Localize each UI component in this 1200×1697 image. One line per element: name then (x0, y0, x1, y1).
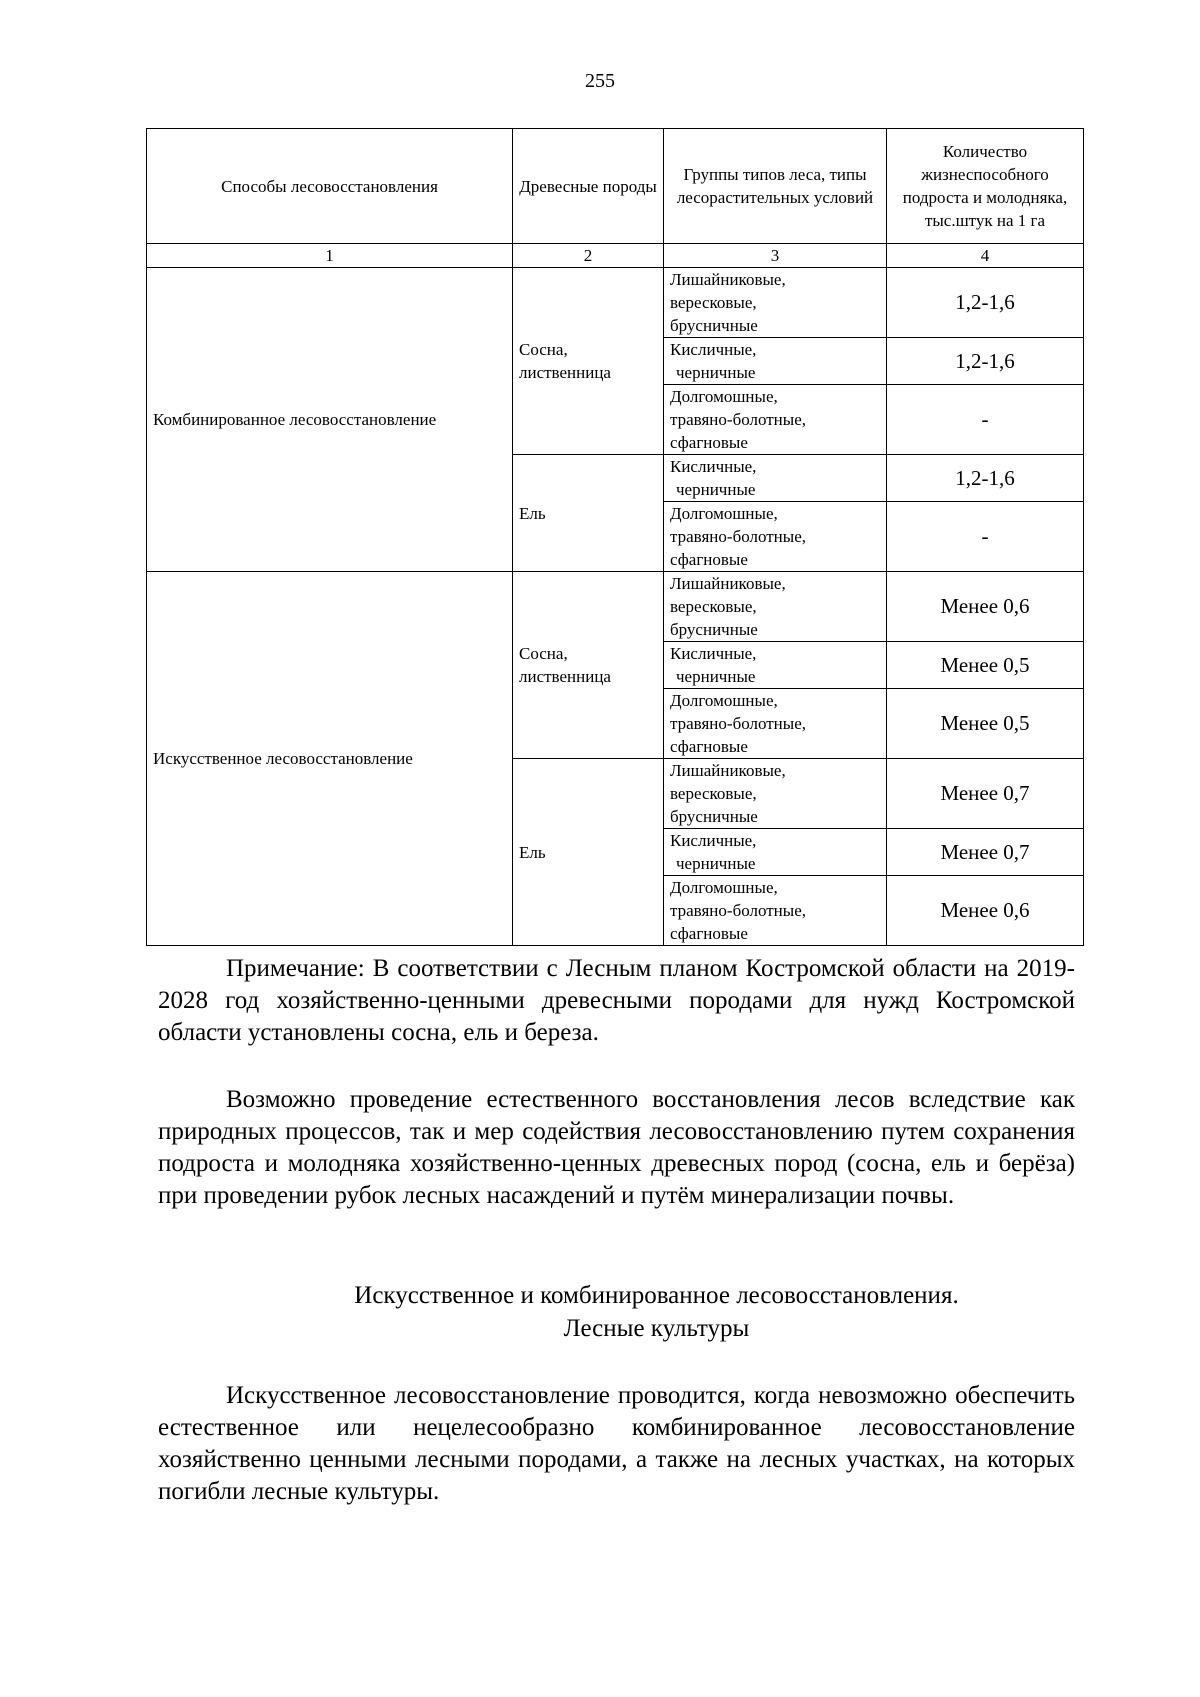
method-artificial: Искусственное лесовосстановление (147, 572, 513, 946)
value-cell: - (887, 502, 1084, 572)
forest-type-lichen (664, 268, 887, 338)
forest-type-line: брусничные (670, 316, 758, 335)
header-species: Древесные породы (513, 129, 664, 244)
forest-type-line: Лишайниковые, (670, 270, 786, 289)
forest-type-line: черничные (676, 363, 756, 382)
forest-type-line: брусничные (670, 620, 758, 639)
forest-type-line: сфагновые (670, 550, 748, 569)
forest-type-moss (664, 502, 887, 572)
forest-type-moss (664, 876, 887, 946)
forest-type-line: вересковые, (670, 293, 757, 312)
forest-type-line: черничные (676, 667, 756, 686)
forest-type-oxalis (664, 455, 887, 502)
forest-type-line: Долгомошные, (670, 387, 778, 406)
forest-type-line: сфагновые (670, 737, 748, 756)
table-row (147, 268, 1084, 338)
header-forest-types: Группы типов леса, типы лесорастительных условий (664, 129, 887, 244)
forest-type-lichen (664, 759, 887, 829)
forest-type-line: черничные (676, 854, 756, 873)
value-cell: Менее 0,6 (887, 876, 1084, 946)
reforestation-table (146, 128, 1084, 946)
table-header-numbers-row (147, 244, 1084, 268)
value-cell: Менее 0,6 (887, 572, 1084, 642)
forest-type-line: Кисличные, (670, 457, 757, 476)
forest-type-line: Долгомошные, (670, 691, 778, 710)
header-quantity: Количество жизнеспособного подроста и молодняка, тыс.штук на 1 га (887, 129, 1084, 244)
forest-type-moss (664, 385, 887, 455)
header-number-1: 1 (147, 244, 513, 268)
forest-type-line: вересковые, (670, 597, 757, 616)
section-heading (158, 1279, 1075, 1345)
forest-type-oxalis (664, 338, 887, 385)
forest-type-line: Лишайниковые, (670, 761, 786, 780)
forest-type-line: травяно-болотные, (670, 527, 806, 546)
forest-type-line: Кисличные, (670, 831, 757, 850)
species-spruce: Ель (513, 455, 664, 572)
forest-type-line: вересковые, (670, 784, 757, 803)
forest-type-line: Кисличные, (670, 340, 757, 359)
forest-type-line: сфагновые (670, 924, 748, 943)
species-spruce: Ель (513, 759, 664, 946)
header-number-3: 3 (664, 244, 887, 268)
page-number: 255 (585, 70, 615, 92)
value-cell: Менее 0,7 (887, 829, 1084, 876)
table-note: Примечание: В соответствии с Лесным планом Костромской области на 2019-2028 год хозяйственно-ценными древесными породами для нужд Костромской области установлены сосна, ель и береза. (158, 955, 1075, 1046)
method-combined: Комбинированное лесовосстановление (147, 268, 513, 572)
forest-type-line: Лишайниковые, (670, 574, 786, 593)
table-header-row (147, 129, 1084, 244)
section-heading-line-2: Лесные культуры (563, 1315, 750, 1342)
forest-type-line: травяно-болотные, (670, 410, 806, 429)
forest-type-line: Долгомошные, (670, 878, 778, 897)
forest-type-line: Кисличные, (670, 644, 757, 663)
forest-type-line: травяно-болотные, (670, 901, 806, 920)
forest-type-moss (664, 689, 887, 759)
forest-type-line: сфагновые (670, 433, 748, 452)
forest-type-line: Долгомошные, (670, 504, 778, 523)
forest-type-oxalis (664, 642, 887, 689)
table-row (147, 572, 1084, 642)
header-number-4: 4 (887, 244, 1084, 268)
section-heading-line-1: Искусственное и комбинированное лесовосстановления. (354, 1282, 959, 1309)
header-number-2: 2 (513, 244, 664, 268)
forest-type-oxalis (664, 829, 887, 876)
value-cell: Менее 0,5 (887, 642, 1084, 689)
species-pine-larch: Сосна, лиственница (513, 268, 664, 455)
species-pine-larch: Сосна, лиственница (513, 572, 664, 759)
paragraph-natural-reforestation: Возможно проведение естественного восстановления лесов вследствие как природных процессов, так и мер содействия лесовосстановлению путем сохранения подроста и молодняка хозяйственно-ценных древесных пород (сосна, ель и берёза) при проведении рубок лесных насаждений и путём минерализации почвы. (158, 1086, 1075, 1209)
value-cell: 1,2-1,6 (887, 455, 1084, 502)
value-cell: 1,2-1,6 (887, 268, 1084, 338)
header-methods: Способы лесовосстановления (147, 129, 513, 244)
forest-type-line: черничные (676, 480, 756, 499)
forest-type-line: травяно-болотные, (670, 714, 806, 733)
paragraph-artificial-reforestation: Искусственное лесовосстановление проводится, когда невозможно обеспечить естественное или нецелесообразно комбинированное лесовосстановление хозяйственно ценными лесными породами, а также на лесных участках, на которых погибли лесные культуры. (158, 1382, 1075, 1505)
value-cell: 1,2-1,6 (887, 338, 1084, 385)
forest-type-lichen (664, 572, 887, 642)
forest-type-line: брусничные (670, 807, 758, 826)
value-cell: - (887, 385, 1084, 455)
value-cell: Менее 0,5 (887, 689, 1084, 759)
value-cell: Менее 0,7 (887, 759, 1084, 829)
